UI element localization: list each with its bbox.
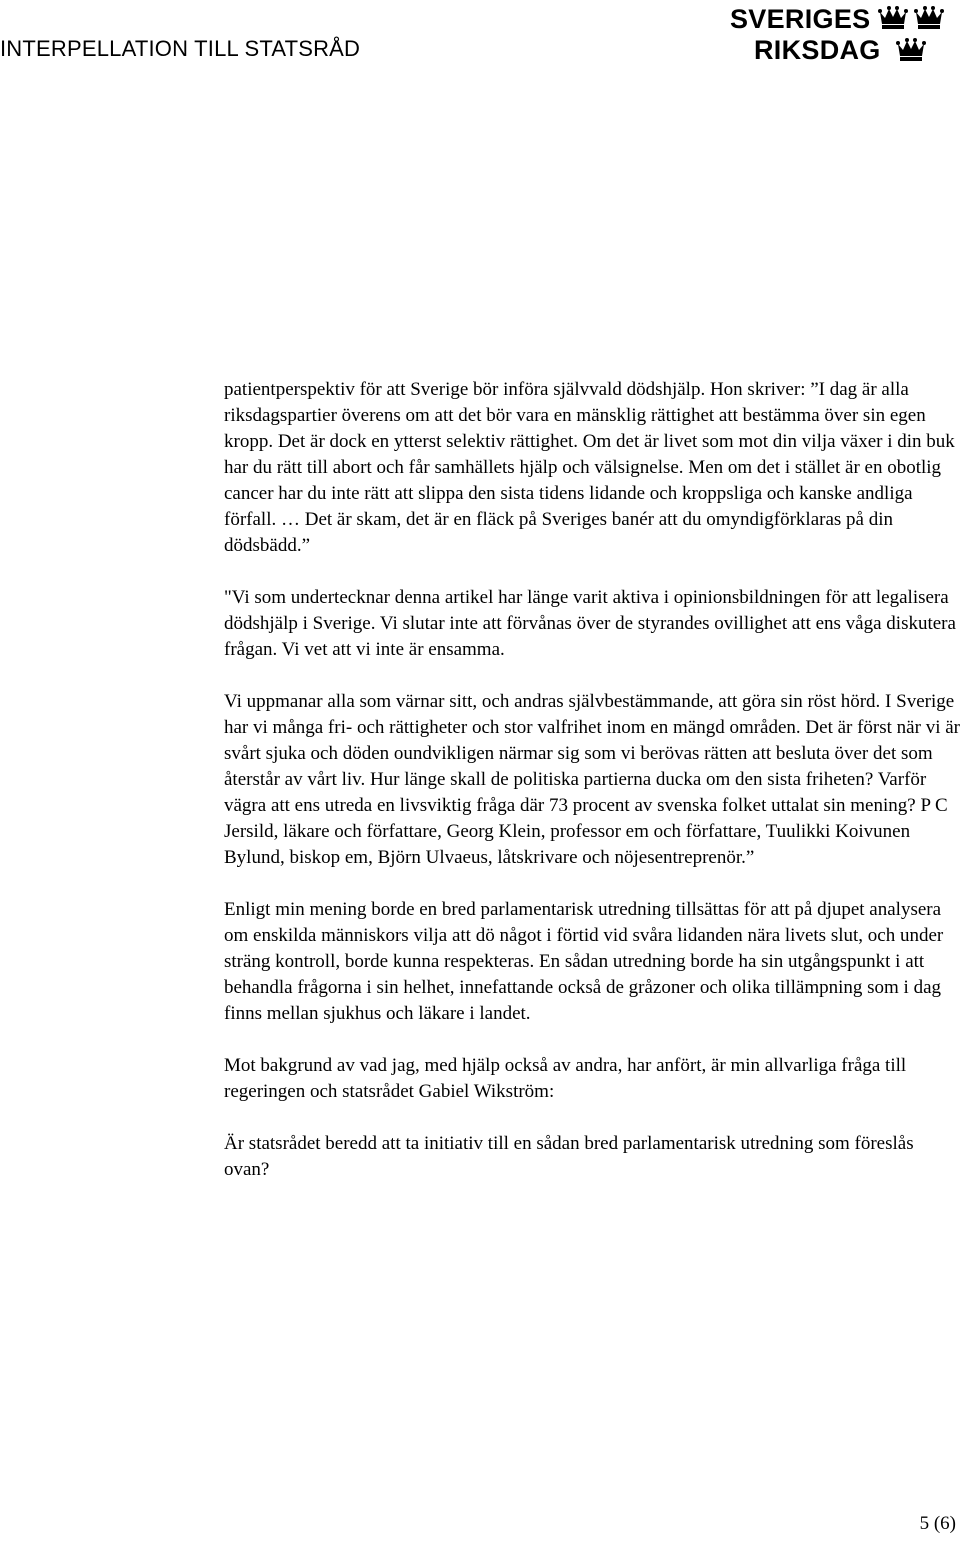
- body-paragraph-1: patientperspektiv för att Sverige bör införa självvald dödshjälp. Hon skriver: ”I dag är alla riksdagspartier överens om att det bör vara en mänsklig rättighet att bestämma över sin egen kropp. Det är dock en ytterst selektiv rättighet. Om det är livet som mot din vilja växer i din buk har du rätt till abort och får samhällets hjälp och välsignelse. Men om det i stället är en obotlig cancer har du inte rätt att slippa den sista tidens lidande och kroppsliga och kanske andliga förfall. … Det är skam, det är en fläck på Sveriges banér att du omyndigförklaras på din dödsbädd.”: [224, 379, 955, 556]
- body-paragraph-5: Mot bakgrund av vad jag, med hjälp också av andra, har anfört, är min allvarliga fråga till regeringen och statsrådet Gabiel Wikström:: [224, 1055, 907, 1102]
- crown-icon: [896, 36, 926, 62]
- logo-line-1: SVERIGES: [730, 4, 871, 34]
- body-paragraph-3: Vi uppmanar alla som värnar sitt, och andras självbestämmande, att göra sin röst hörd. I Sverige har vi många fri- och rättigheter och stor valfrihet inom en mängd områden. Det är först när vi är svårt sjuka och döden oundvikligen närmar sig som vi berövas rätten att besluta över det som återstår av vårt liv. Hur länge skall de politiska partierna ducka om den sista friheten? Varför vägra att ens utreda en livsviktig fråga där 73 procent av svenska folket uttalat sin mening? P C Jersild, läkare och författare, Georg Klein, professor em och författare, Tuulikki Koivunen Bylund, biskop em, Björn Ulvaeus, låtskrivare och nöjesentreprenör.”: [224, 691, 960, 868]
- logo-line-2: RIKSDAG: [754, 35, 881, 65]
- page-number: 5 (6): [919, 1513, 956, 1534]
- body-paragraph-4: Enligt min mening borde en bred parlamentarisk utredning tillsättas för att på djupet analysera om enskilda människors vilja att dö något i förtid vid svåra lidanden nära livets slut, och under sträng kontroll, borde kunna respekteras. En sådan utredning borde ha sin utgångspunkt i att behandla frågorna i sin helhet, innefattande också de gråzoner och olika tillämpning som i dag finns mellan sjukhus och läkare i landet.: [224, 899, 944, 1024]
- document-body: [224, 377, 960, 1209]
- crown-icon: [914, 4, 944, 30]
- document-type-heading: INTERPELLATION TILL STATSRÅD: [0, 36, 361, 61]
- crown-icon: [878, 4, 908, 30]
- riksdag-logo: [730, 2, 960, 64]
- body-paragraph-2: "Vi som undertecknar denna artikel har länge varit aktiva i opinionsbildningen för att legalisera dödshjälp i Sverige. Vi slutar inte att förvånas över de styrandes ovillighet att ens våga diskutera frågan. Vi vet att vi inte är ensamma.: [224, 587, 956, 660]
- body-paragraph-6: Är statsrådet beredd att ta initiativ till en sådan bred parlamentarisk utredning som föreslås ovan?: [224, 1133, 914, 1180]
